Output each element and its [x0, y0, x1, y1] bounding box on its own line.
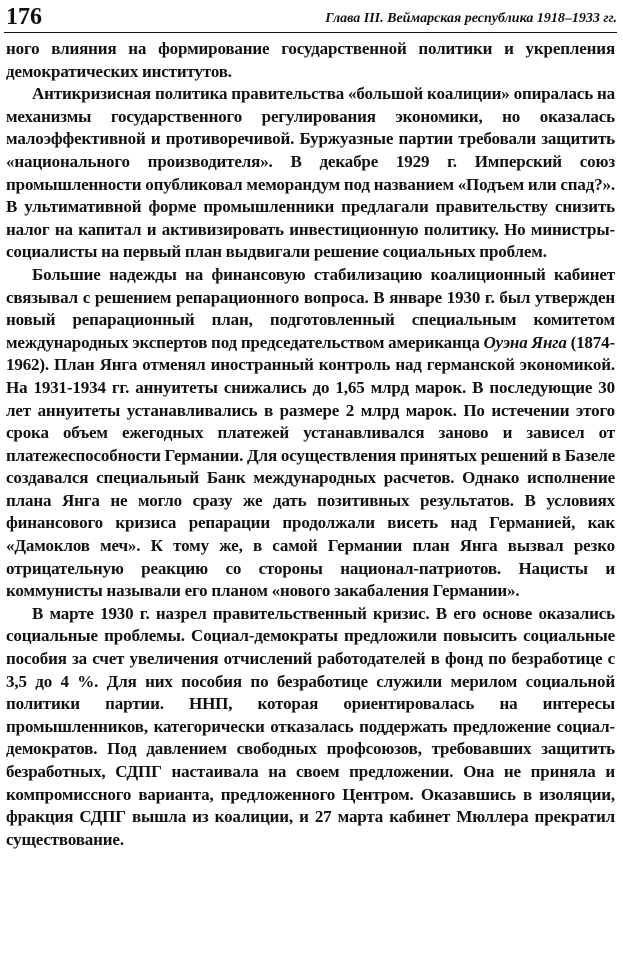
person-name-italic: Оуэна Янга	[483, 332, 567, 352]
body-text	[6, 38, 615, 851]
paragraph-text: В марте 1930 г. назрел правительственный кризис. В его основе оказались социальные проблемы. Социал-демократы предложили повысить социальные пособия за счет увеличения отчислений работодателей в фонд по безработице с 3,5 до 4 %. Для них пособия по безработице служили мерилом социальной политики партии. ННП, которая ориентировалась на интересы промышленников, категорически отказалась поддержать предложение социал-демократов. Под давлением свободных профсоюзов, требовавших защитить безработных, СДПГ настаивала на своем предложении. Она не приняла и компромиссного варианта, предложенного Центром. Оказавшись в изоляции, фракция СДПГ вышла из коалиции, и 27 марта кабинет Мюллера прекратил существование.	[6, 603, 615, 849]
paragraph-text: Большие надежды на финансовую стабилизацию коалиционный кабинет связывал с решением репарационного вопроса. В январе 1930 г. был утвержден новый репарационный план, подготовленный специальным комитетом международных экспертов под председательством американца	[6, 264, 615, 352]
paragraph	[6, 83, 615, 264]
paragraph-text: ного влияния на формирование государственной политики и укрепления демократических институтов.	[6, 39, 615, 81]
paragraph-text: Антикризисная политика правительства «большой коалиции» опиралась на механизмы государственного регулирования экономики, но оказалась малоэффективной и противоречивой. Буржуазные партии требовали защитить «национального производителя». В декабре 1929 г. Имперский союз промышленности опубликовал меморандум под названием «Подъем или спад?». В ультимативной форме промышленники предлагали правительству снизить налог на капитал и активизировать инвестиционную политику. Но министры-социалисты на первый план выдвигали решение социальных проблем.	[6, 84, 615, 262]
paragraph	[6, 38, 615, 83]
paragraph	[6, 264, 615, 603]
running-head: Глава III. Веймарская республика 1918–1933 гг.	[325, 11, 617, 26]
page-header	[4, 2, 617, 33]
paragraph	[6, 603, 615, 852]
page-number: 176	[6, 4, 42, 30]
paragraph-text: (1874-1962). План Янга отменял иностранный контроль над германской экономикой. На 1931-1934 гг. аннуитеты снижались до 1,65 млрд марок. В последующие 30 лет аннуитеты устанавливались в размере 2 млрд марок. По истечении этого срока объем ежегодных платежей устанавливался заново и зависел от платежеспособности Германии. Для осуществления принятых решений в Базеле создавался специальный Банк международных расчетов. Однако исполнение плана Янга не могло сразу же дать позитивных результатов. В условиях финансового кризиса репарации продолжали висеть над Германией, как «Дамоклов меч». К тому же, в самой Германии план Янга вызвал резко отрицательную реакцию со стороны национал-патриотов. Нацисты и коммунисты называли его планом «нового закабаления Германии».	[6, 332, 615, 601]
